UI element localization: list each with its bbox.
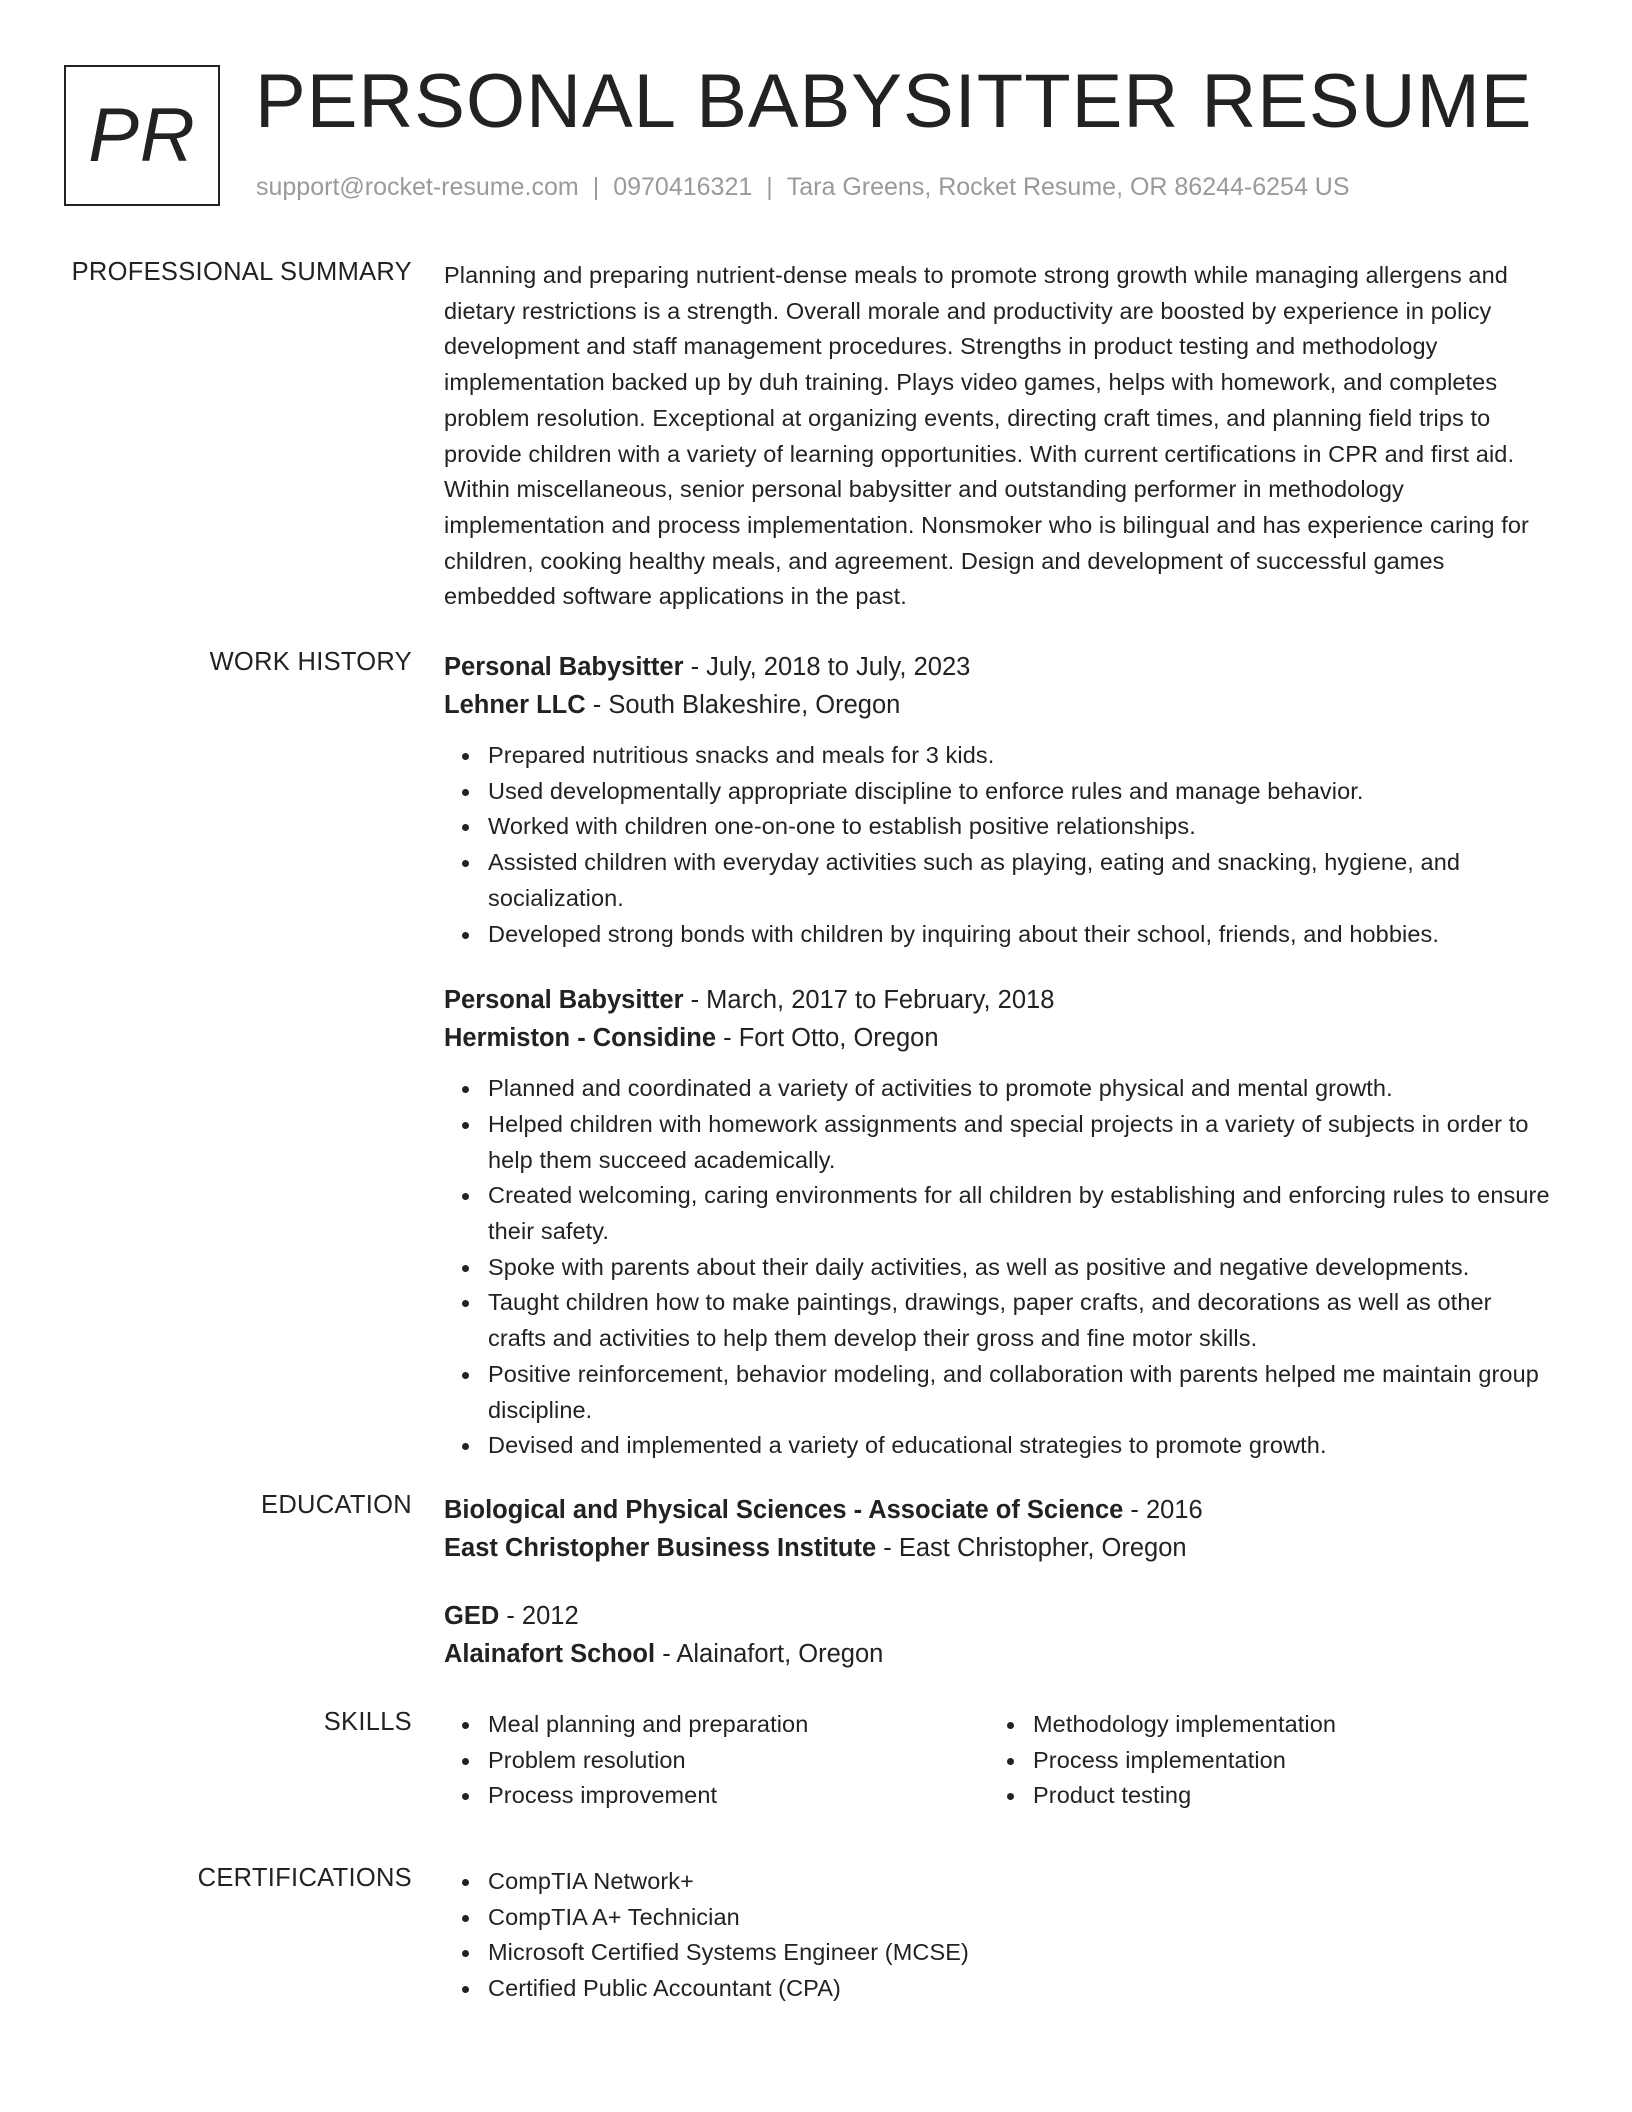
contact-separator: | <box>766 173 773 201</box>
education-entry <box>444 1597 1556 1673</box>
education-location: - Alainafort, Oregon <box>655 1640 884 1668</box>
education-school-line <box>444 1529 1556 1567</box>
job-company: Lehner LLC <box>444 691 586 719</box>
monogram-initials: PR <box>88 93 196 178</box>
skills-column <box>444 1707 989 1814</box>
skills-body <box>444 1707 1556 1814</box>
job-bullet: Planned and coordinated a variety of activities to promote physical and mental growth. <box>488 1071 1556 1107</box>
job-dates: - July, 2018 to July, 2023 <box>683 653 971 681</box>
education-school: Alainafort School <box>444 1640 656 1668</box>
skill-item: Process implementation <box>1033 1743 1534 1779</box>
summary-text: Planning and preparing nutrient-dense meals to promote strong growth while managing allergens and dietary restrictions is a strength. Overall morale and productivity are boosted by experience in policy development and staff management procedures. Strengths in product testing and methodology implementation backed up by duh training. Plays video games, helps with homework, and completes problem resolution. Exceptional at organizing events, directing craft times, and planning field trips to provide children with a variety of learning opportunities. With current certifications in CPR and first aid. Within miscellaneous, senior personal babysitter and outstanding performer in methodology implementation and process implementation. Nonsmoker who is bilingual and has experience caring for children, cooking healthy meals, and agreement. Design and development of successful games embedded software applications in the past. <box>444 262 1529 610</box>
contact-phone: 0970416321 <box>613 173 753 201</box>
work-history-body <box>444 648 1556 1464</box>
education-degree: GED <box>444 1602 500 1630</box>
job-company-line <box>444 1019 1556 1057</box>
job-bullet: Worked with children one-on-one to establish positive relationships. <box>488 809 1556 845</box>
job-bullet: Prepared nutritious snacks and meals for 3 kids. <box>488 738 1556 774</box>
education-entry <box>444 1491 1556 1567</box>
job-bullet: Developed strong bonds with children by inquiring about their school, friends, and hobbies. <box>488 917 1556 953</box>
section-label: WORK HISTORY <box>209 648 412 676</box>
job-bullet: Devised and implemented a variety of educational strategies to promote growth. <box>488 1428 1556 1464</box>
job-title-line <box>444 981 1556 1019</box>
education-year: - 2012 <box>499 1602 579 1630</box>
job-location: - South Blakeshire, Oregon <box>585 691 901 719</box>
job-bullets <box>444 1071 1556 1464</box>
education-year: - 2016 <box>1123 1496 1203 1524</box>
job-bullet: Positive reinforcement, behavior modeling, and collaboration with parents helped me maintain group discipline. <box>488 1357 1556 1428</box>
certification-item: Microsoft Certified Systems Engineer (MCSE) <box>488 1935 1556 1971</box>
education-location: - East Christopher, Oregon <box>876 1534 1187 1562</box>
skill-item: Methodology implementation <box>1033 1707 1534 1743</box>
contact-address: Tara Greens, Rocket Resume, OR 86244-6254 US <box>786 173 1350 201</box>
job-bullet: Created welcoming, caring environments for all children by establishing and enforcing rules to ensure their safety. <box>488 1178 1556 1249</box>
skill-item: Process improvement <box>488 1778 989 1814</box>
certification-item: CompTIA A+ Technician <box>488 1900 1556 1936</box>
job-title-line <box>444 648 1556 686</box>
job-bullet: Helped children with homework assignments and special projects in a variety of subjects in order to help them succeed academically. <box>488 1107 1556 1178</box>
monogram-box <box>64 65 220 206</box>
certification-item: Certified Public Accountant (CPA) <box>488 1971 1556 2007</box>
job-title: Personal Babysitter <box>444 653 684 681</box>
certifications-list <box>444 1864 1556 2007</box>
skill-item: Meal planning and preparation <box>488 1707 989 1743</box>
certification-item: CompTIA Network+ <box>488 1864 1556 1900</box>
job-bullet: Spoke with parents about their daily activities, as well as positive and negative developments. <box>488 1250 1556 1286</box>
job-company: Hermiston - Considine <box>444 1024 717 1053</box>
education-degree: Biological and Physical Sciences - Associate of Science <box>444 1496 1124 1524</box>
job-company-line <box>444 686 1556 724</box>
education-school-line <box>444 1635 1556 1673</box>
contact-line <box>256 173 1350 202</box>
skills-grid <box>444 1707 1556 1814</box>
job-bullet: Used developmentally appropriate discipline to enforce rules and manage behavior. <box>488 774 1556 810</box>
section-label: CERTIFICATIONS <box>197 1864 412 1892</box>
job-bullet: Taught children how to make paintings, drawings, paper crafts, and decorations as well as other crafts and activities to help them develop their gross and fine motor skills. <box>488 1285 1556 1356</box>
certifications-body <box>444 1850 1556 2007</box>
job-entry <box>444 648 1556 952</box>
job-location: - Fort Otto, Oregon <box>716 1024 939 1053</box>
section-label: PROFESSIONAL SUMMARY <box>71 258 412 286</box>
skill-item: Product testing <box>1033 1778 1534 1814</box>
education-school: East Christopher Business Institute <box>444 1534 877 1562</box>
skills-column <box>989 1707 1534 1814</box>
education-body <box>444 1491 1556 1673</box>
education-degree-line <box>444 1597 1556 1635</box>
job-dates: - March, 2017 to February, 2018 <box>683 986 1055 1015</box>
job-bullets <box>444 738 1556 952</box>
job-bullet: Assisted children with everyday activities such as playing, eating and snacking, hygiene, and socialization. <box>488 845 1556 916</box>
section-label: SKILLS <box>323 1708 412 1736</box>
contact-email: support@rocket-resume.com <box>256 173 579 201</box>
resume-title: PERSONAL BABYSITTER RESUME <box>255 59 1533 144</box>
section-label: EDUCATION <box>261 1491 412 1519</box>
skill-item: Problem resolution <box>488 1743 989 1779</box>
job-entry <box>444 981 1556 1464</box>
contact-separator: | <box>592 173 600 201</box>
education-degree-line <box>444 1491 1556 1529</box>
job-title: Personal Babysitter <box>444 986 684 1015</box>
